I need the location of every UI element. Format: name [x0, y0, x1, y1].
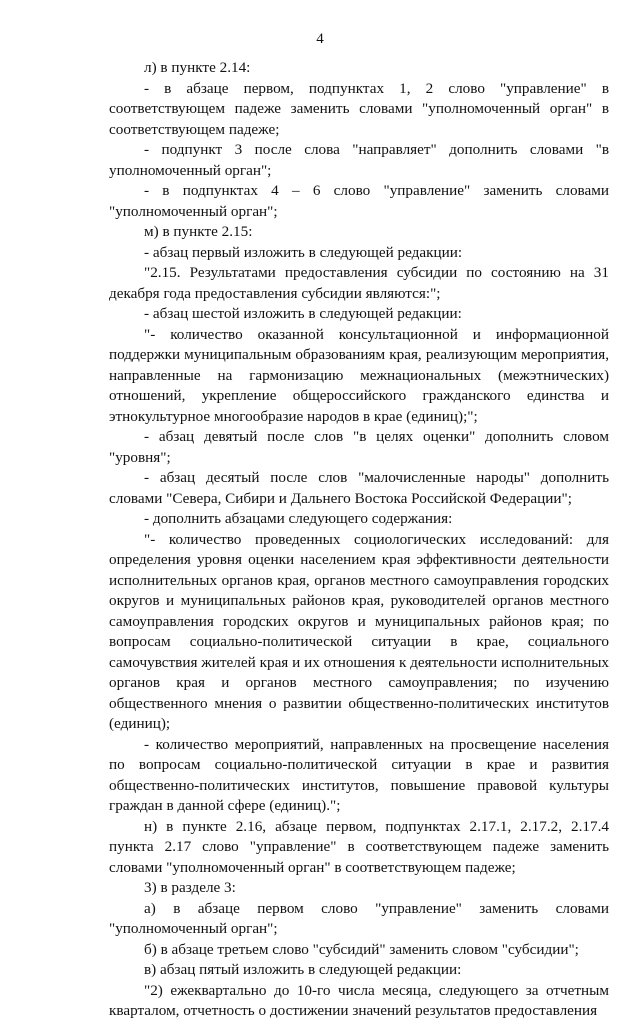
paragraph-2-14-first: - в абзаце первом, подпунктах 1, 2 слово "управление" в соответствующем падеже заменить словами "уполномоченный орган" в соответствующем падеже;: [109, 79, 609, 138]
paragraph-section-3-b: б) в абзаце третьем слово "субсидий" заменить словом "субсидии";: [144, 940, 579, 958]
paragraph-2-15-tenth: - абзац десятый после слов "малочисленные народы" дополнить словами "Севера, Сибири и Дальнего Востока Российской Федерации";: [109, 469, 609, 507]
paragraph-2-15-quote: "2.15. Результатами предоставления субсидии по состоянию на 31 декабря года предоставления субсидии являются:";: [109, 264, 609, 302]
paragraph-2-15-sixth-quote: "- количество оказанной консультационной и информационной поддержки муниципальным образованиям края, реализующим мероприятия, направленные на гармонизацию межнациональных (межэтнических) отношений, укрепление общероссийского гражданского единства и этнокультурное многообразие народов в крае (единиц);";: [109, 325, 609, 425]
paragraph-section-3-v: в) абзац пятый изложить в следующей редакции:: [144, 961, 462, 978]
paragraph-section-3: 3) в разделе 3:: [144, 879, 236, 896]
paragraph-2-15-first: - абзац первый изложить в следующей редакции:: [144, 243, 463, 261]
paragraph-2-15-add: - дополнить абзацами следующего содержания:: [144, 510, 453, 527]
paragraph-2-15-ninth: - абзац девятый после слов "в целях оценки" дополнить словом "уровня";: [109, 428, 609, 466]
page-number: 4: [316, 31, 324, 47]
paragraph-2-14-subpoints-4-6: - в подпунктах 4 – 6 слово "управление" заменить словами "уполномоченный орган";: [109, 182, 609, 220]
paragraph-2-15-add-quote-1: "- количество проведенных социологических исследований: для определения уровня оценки населением края эффективности деятельности исполнительных органов края, органов местного самоуправления городских округов и муниципальных районов края, руководителей органов местного самоуправления городских округов и муниципальных районов края; по вопросам социально-политической ситуации в крае, социального самочувствия жителей края и их отношения к деятельности исполнительных органов края и органов местного самоуправления; по изучению общественного мнения о развитии общественно-политических институтов (единиц);: [109, 530, 609, 732]
paragraph-section-3-a: а) в абзаце первом слово "управление" заменить словами "уполномоченный орган";: [109, 899, 609, 937]
document-body: [109, 58, 609, 1022]
paragraph-2-15-add-quote-2: - количество мероприятий, направленных на просвещение населения по вопросам социально-политической ситуации в крае и развития общественно-политических институтов, повышение правовой культуры граждан в данной сфере (единиц).";: [109, 735, 609, 814]
paragraph-2-14-subpoint-3: - подпункт 3 после слова "направляет" дополнить словами "в уполномоченный орган";: [109, 141, 609, 179]
paragraph-2-15-sixth: - абзац шестой изложить в следующей редакции:: [144, 305, 462, 322]
paragraph-item-l: л) в пункте 2.14:: [144, 59, 251, 76]
paragraph-section-3-v-quote: "2) ежеквартально до 10-го числа месяца, следующего за отчетным кварталом, отчетность о достижении значений результатов предоставления: [109, 981, 609, 1019]
paragraph-item-n: н) в пункте 2.16, абзаце первом, подпунктах 2.17.1, 2.17.2, 2.17.4 пункта 2.17 слово "управление" в соответствующем падеже заменить словами "уполномоченный орган" в соответствующем падеже;: [109, 817, 609, 876]
paragraph-item-m: м) в пункте 2.15:: [144, 223, 253, 240]
